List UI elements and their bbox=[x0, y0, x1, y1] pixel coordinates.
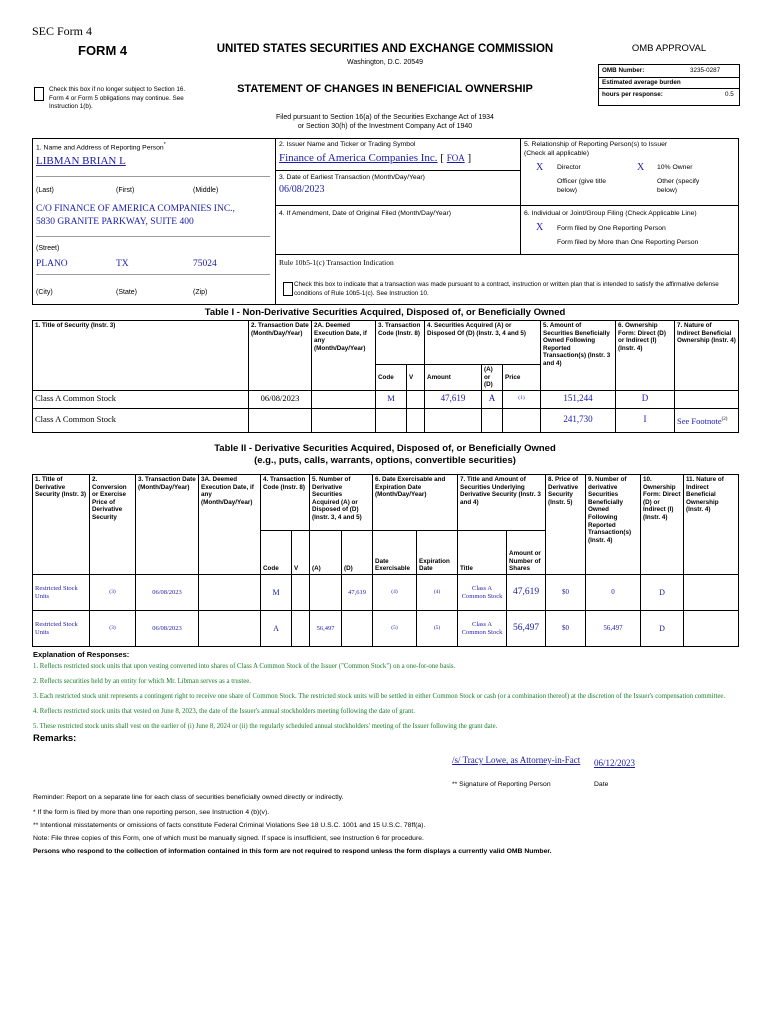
t2-price: $0 bbox=[546, 611, 586, 647]
t1-price: (1) bbox=[503, 390, 541, 408]
doc-label: SEC Form 4 bbox=[32, 24, 93, 38]
t2-deemed bbox=[199, 575, 261, 611]
address-line-2: 5830 GRANITE PARKWAY, SUITE 400 bbox=[36, 217, 194, 227]
t1-security-title: Class A Common Stock bbox=[33, 408, 249, 432]
t1-v bbox=[407, 390, 425, 408]
t2-deemed bbox=[199, 611, 261, 647]
last-label: (Last) bbox=[36, 187, 54, 194]
t2-a bbox=[310, 575, 342, 611]
t1-deemed-date bbox=[312, 390, 376, 408]
table1-title: Table I - Non-Derivative Securities Acquired, Disposed of, or Beneficially Owned bbox=[204, 307, 566, 318]
t2-exercisable: (4) bbox=[373, 575, 417, 611]
filed-pursuant-1: Filed pursuant to Section 16(a) of the Securities Exchange Act of 1934 bbox=[276, 114, 494, 121]
filed-pursuant-2: or Section 30(h) of the Investment Company Act of 1940 bbox=[297, 123, 473, 130]
tenpct-owner-label: 10% Owner bbox=[657, 164, 693, 171]
top-box-divider bbox=[520, 138, 521, 254]
t1-header-acquired: 4. Securities Acquired (A) or Disposed Of (D) (Instr. 3, 4 and 5) bbox=[425, 321, 541, 365]
checkbox-note: Check this box if no longer subject to Section 16. Form 4 or Form 5 obligations may continue. See Instruction 1(b). bbox=[49, 86, 186, 110]
omb-approval-title: OMB APPROVAL bbox=[631, 43, 707, 54]
t2-expiration: (4) bbox=[417, 575, 458, 611]
footnote-5: 5. These restricted stock units shall vest on the earlier of (i) June 8, 2024 or (ii) the regularly scheduled annual stockholders' meeting of the Issuer following the grant date. bbox=[33, 723, 498, 730]
t2-header-conversion: 2. Conversion or Exercise Price of Derivative Security bbox=[90, 475, 136, 575]
t2-expiration: (5) bbox=[417, 611, 458, 647]
t2-v bbox=[292, 611, 310, 647]
t2-sub-v: V bbox=[292, 531, 310, 575]
t2-header-price: 8. Price of Derivative Security (Instr. 5) bbox=[546, 475, 586, 575]
t1-form: D bbox=[616, 390, 675, 408]
director-mark[interactable]: X bbox=[536, 162, 544, 173]
ticker-symbol[interactable]: FOA bbox=[446, 153, 465, 163]
city-value: PLANO bbox=[36, 259, 68, 269]
t1-amount: 47,619 bbox=[425, 390, 482, 408]
signature-name: /s/ Tracy Lowe, as Attorney-in-Fact bbox=[452, 755, 581, 765]
t2-header-underlying: 7. Title and Amount of Securities Underlying Derivative Security (Instr. 3 and 4) bbox=[458, 475, 546, 531]
explanation-list bbox=[33, 662, 738, 731]
box2-label: 2. Issuer Name and Ticker or Trading Symbol bbox=[279, 141, 416, 148]
t2-d: 47,619 bbox=[342, 575, 373, 611]
t2-exercisable: (5) bbox=[373, 611, 417, 647]
box1-label: 1. Name and Address of Reporting Person* bbox=[36, 142, 166, 152]
note-2: ** Intentional misstatements or omissions of facts constitute Federal Criminal Violations See 18 U.S.C. 1001 and 15 U.S.C. 78ff(a). bbox=[33, 822, 426, 829]
box-divider bbox=[275, 170, 520, 171]
omb-hours-value: 0.5 bbox=[725, 91, 734, 98]
omb-divider bbox=[598, 88, 739, 89]
omb-hours-label: hours per response: bbox=[602, 91, 663, 98]
more-persons-label: Form filed by More than One Reporting Person bbox=[557, 239, 699, 246]
footnote-3: 3. Each restricted stock unit represents a contingent right to receive one share of Common Stock. The restricted stock units will be settled in either Common Stock or cash (or a combination thereof) at the discretion of the Issuer's compensation committee. bbox=[33, 693, 726, 700]
reminder-text: Reminder: Report on a separate line for each class of securities beneficially owned directly or indirectly. bbox=[33, 794, 344, 801]
t1-amount bbox=[425, 408, 482, 432]
t1-header-title: 1. Title of Security (Instr. 3) bbox=[33, 321, 249, 391]
t1-header-owned: 5. Amount of Securities Beneficially Owned Following Reported Transaction(s) (Instr. 3 and 4) bbox=[541, 321, 616, 391]
t2-date: 06/08/2023 bbox=[136, 575, 199, 611]
box-divider bbox=[275, 254, 738, 255]
omb-number-label: OMB Number: bbox=[602, 67, 645, 74]
explanation-title: Explanation of Responses: bbox=[33, 650, 130, 659]
t1-transaction-date: 06/08/2023 bbox=[249, 390, 312, 408]
t2-sub-exercisable: Date Exercisable bbox=[373, 531, 417, 575]
t2-date: 06/08/2023 bbox=[136, 611, 199, 647]
omb-burden-label: Estimated average burden bbox=[602, 79, 681, 86]
form-title: FORM 4 bbox=[78, 43, 128, 58]
signature-label: ** Signature of Reporting Person bbox=[452, 781, 551, 788]
first-label: (First) bbox=[116, 187, 135, 194]
t2-sub-expiration: Expiration Date bbox=[417, 531, 458, 575]
footnote-2: 2. Reflects securities held by an entity for which Mr. Libman serves as a trustee. bbox=[33, 678, 252, 685]
t2-sub-code: Code bbox=[261, 531, 292, 575]
t2-sub-a: (A) bbox=[310, 531, 342, 575]
t1-header-deemed: 2A. Deemed Execution Date, if any (Month/Day/Year) bbox=[312, 321, 376, 391]
no-longer-subject-checkbox[interactable] bbox=[34, 87, 44, 101]
t1-header-code: 3. Transaction Code (Instr. 8) bbox=[376, 321, 425, 365]
t2-underlying-title: Class A Common Stock bbox=[458, 611, 507, 647]
note-3: Note: File three copies of this Form, one of which must be manually signed. If space is insufficient, see Instruction 6 for procedure. bbox=[33, 835, 424, 842]
t1-code bbox=[376, 408, 407, 432]
commission-name: UNITED STATES SECURITIES AND EXCHANGE COMMISSION bbox=[216, 43, 554, 55]
top-box-border bbox=[32, 138, 33, 304]
table2 bbox=[32, 474, 739, 647]
tenpct-owner-mark[interactable]: X bbox=[637, 162, 645, 173]
t1-nature-footnote: See Footnote$^{(2)}$ bbox=[675, 408, 739, 432]
field-underline bbox=[36, 176, 270, 177]
t1-sub-price: Price bbox=[503, 365, 541, 391]
director-label: Director bbox=[557, 164, 581, 171]
t2-nature bbox=[684, 575, 739, 611]
remarks-title: Remarks: bbox=[33, 733, 77, 744]
t1-security-title: Class A Common Stock bbox=[33, 390, 249, 408]
bracket-close: ] bbox=[467, 152, 472, 164]
table-row bbox=[33, 408, 739, 432]
field-underline bbox=[36, 236, 270, 237]
t2-header-exercisable: 6. Date Exercisable and Expiration Date (Month/Day/Year) bbox=[373, 475, 458, 531]
t1-owned: 241,730 bbox=[541, 408, 616, 432]
t1-price bbox=[503, 408, 541, 432]
t2-header-form: 10. Ownership Form: Direct (D) or Indirect (I) (Instr. 4) bbox=[641, 475, 684, 575]
t2-price: $0 bbox=[546, 575, 586, 611]
t2-header-date: 3. Transaction Date (Month/Day/Year) bbox=[136, 475, 199, 575]
t2-header-nature: 11. Nature of Indirect Beneficial Ownership (Instr. 4) bbox=[684, 475, 739, 575]
t1-sub-v: V bbox=[407, 365, 425, 391]
t1-code: M bbox=[376, 390, 407, 408]
top-box-border bbox=[32, 138, 738, 139]
date-label: Date bbox=[594, 781, 609, 788]
t2-underlying-title: Class A Common Stock bbox=[458, 575, 507, 611]
reporting-person-name[interactable]: LIBMAN BRIAN L bbox=[36, 155, 126, 167]
rule-text: Check this box to indicate that a transaction was made pursuant to a contract, instruction or written plan that is intended to satisfy the affirmative defense conditions of Rule 10b5-1(c). See Instruction 10. bbox=[294, 281, 719, 297]
box6-label: 6. Individual or Joint/Group Filing (Check Applicable Line) bbox=[524, 210, 697, 217]
t1-header-form: 6. Ownership Form: Direct (D) or Indirect (I) (Instr. 4) bbox=[616, 321, 675, 391]
rule-10b5-checkbox[interactable] bbox=[283, 282, 293, 296]
t1-owned: 151,244 bbox=[541, 390, 616, 408]
earliest-transaction-date: 06/08/2023 bbox=[279, 184, 325, 195]
t1-sub-amount: Amount bbox=[425, 365, 482, 391]
t2-underlying-amount: 47,619 bbox=[507, 575, 546, 611]
t2-header-number: 5. Number of Derivative Securities Acquired (A) or Disposed of (D) (Instr. 3, 4 and 5) bbox=[310, 475, 373, 531]
t2-header-title: 1. Title of Derivative Security (Instr. 3) bbox=[33, 475, 90, 575]
box5-label: 5. Relationship of Reporting Person(s) to Issuer (Check all applicable) bbox=[524, 141, 668, 157]
other-label: Other (specify below) bbox=[657, 178, 700, 194]
state-label: (State) bbox=[116, 289, 138, 296]
footnote-4: 4. Reflects restricted stock units that vested on June 8, 2023, the date of the Issuer's annual stockholders meeting following the date of grant. bbox=[33, 708, 415, 715]
top-box-border bbox=[32, 304, 738, 305]
t2-security-title: Restricted Stock Units bbox=[33, 611, 90, 647]
address-line-1: C/O FINANCE OF AMERICA COMPANIES INC., bbox=[36, 204, 235, 214]
table-row bbox=[33, 390, 739, 408]
t2-d bbox=[342, 611, 373, 647]
t1-transaction-date bbox=[249, 408, 312, 432]
t2-code: M bbox=[261, 575, 292, 611]
t1-header-date: 2. Transaction Date (Month/Day/Year) bbox=[249, 321, 312, 391]
box4-label: 4. If Amendment, Date of Original Filed (Month/Day/Year) bbox=[279, 210, 452, 217]
t1-aord bbox=[482, 408, 503, 432]
state-value: TX bbox=[116, 259, 129, 269]
table-row bbox=[33, 575, 739, 611]
t2-sub-title: Title bbox=[458, 531, 507, 575]
city-label: (City) bbox=[36, 289, 53, 296]
field-underline bbox=[36, 274, 270, 275]
t1-form: I bbox=[616, 408, 675, 432]
t1-aord: A bbox=[482, 390, 503, 408]
note-1: * If the form is filed by more than one reporting person, see Instruction 4 (b)(v). bbox=[33, 809, 270, 816]
t2-underlying-amount: 56,497 bbox=[507, 611, 546, 647]
box3-label: 3. Date of Earliest Transaction (Month/Day/Year) bbox=[279, 174, 425, 181]
t2-conversion: (3) bbox=[90, 611, 136, 647]
t1-deemed-date bbox=[312, 408, 376, 432]
table-row bbox=[33, 611, 739, 647]
one-person-mark[interactable]: X bbox=[536, 222, 544, 233]
omb-divider bbox=[598, 77, 739, 78]
t2-v bbox=[292, 575, 310, 611]
one-person-label: Form filed by One Reporting Person bbox=[557, 225, 666, 232]
t1-v bbox=[407, 408, 425, 432]
t2-owned: 0 bbox=[586, 575, 641, 611]
t2-form: D bbox=[641, 611, 684, 647]
t2-code: A bbox=[261, 611, 292, 647]
rule-label: Rule 10b5-1(c) Transaction Indication bbox=[279, 258, 394, 267]
t2-nature bbox=[684, 611, 739, 647]
t2-sub-amount: Amount or Number of Shares bbox=[507, 531, 546, 575]
officer-label: Officer (give title below) bbox=[557, 178, 606, 194]
t2-sub-d: (D) bbox=[342, 531, 373, 575]
t1-nature bbox=[675, 390, 739, 408]
issuer-line bbox=[279, 152, 471, 164]
box-divider bbox=[275, 205, 738, 206]
zip-label: (Zip) bbox=[193, 289, 208, 296]
street-label: (Street) bbox=[36, 245, 60, 252]
omb-notice: Persons who respond to the collection of information contained in this form are not required to respond unless the form displays a currently valid OMB Number. bbox=[33, 848, 552, 855]
middle-label: (Middle) bbox=[193, 187, 219, 194]
t2-header-code: 4. Transaction Code (Instr. 8) bbox=[261, 475, 310, 531]
t1-sub-code: Code bbox=[376, 365, 407, 391]
t1-sub-aord: (A) or (D) bbox=[482, 365, 503, 391]
t2-conversion: (3) bbox=[90, 575, 136, 611]
zip-value: 75024 bbox=[193, 259, 217, 269]
omb-number-value: 3235-0287 bbox=[690, 67, 721, 74]
footnote-1: 1. Reflects restricted stock units that upon vesting converted into shares of Class A Common Stock of the Issuer ("Common Stock") on a one-for-one basis. bbox=[33, 663, 456, 670]
t1-header-nature: 7. Nature of Indirect Beneficial Ownership (Instr. 4) bbox=[675, 321, 739, 391]
issuer-name[interactable]: Finance of America Companies Inc. bbox=[279, 152, 438, 164]
table2-title: Table II - Derivative Securities Acquired, Disposed of, or Beneficially Owned (e.g., puts, calls, warrants, options, convertible securities) bbox=[214, 443, 556, 466]
bracket-open: [ bbox=[440, 152, 444, 164]
t2-header-deemed: 3A. Deemed Execution Date, if any (Month/Day/Year) bbox=[199, 475, 261, 575]
statement-title: STATEMENT OF CHANGES IN BENEFICIAL OWNERSHIP bbox=[237, 83, 533, 95]
signature-date: 06/12/2023 bbox=[594, 758, 636, 768]
t2-a: 56,497 bbox=[310, 611, 342, 647]
top-box-border bbox=[738, 138, 739, 304]
top-box-divider bbox=[275, 138, 276, 304]
commission-city: Washington, D.C. 20549 bbox=[346, 59, 423, 66]
t2-owned: 56,497 bbox=[586, 611, 641, 647]
t2-header-owned: 9. Number of derivative Securities Beneficially Owned Following Reported Transaction(s) (Instr. 4) bbox=[586, 475, 641, 575]
t2-security-title: Restricted Stock Units bbox=[33, 575, 90, 611]
table1 bbox=[32, 320, 739, 433]
t2-form: D bbox=[641, 575, 684, 611]
